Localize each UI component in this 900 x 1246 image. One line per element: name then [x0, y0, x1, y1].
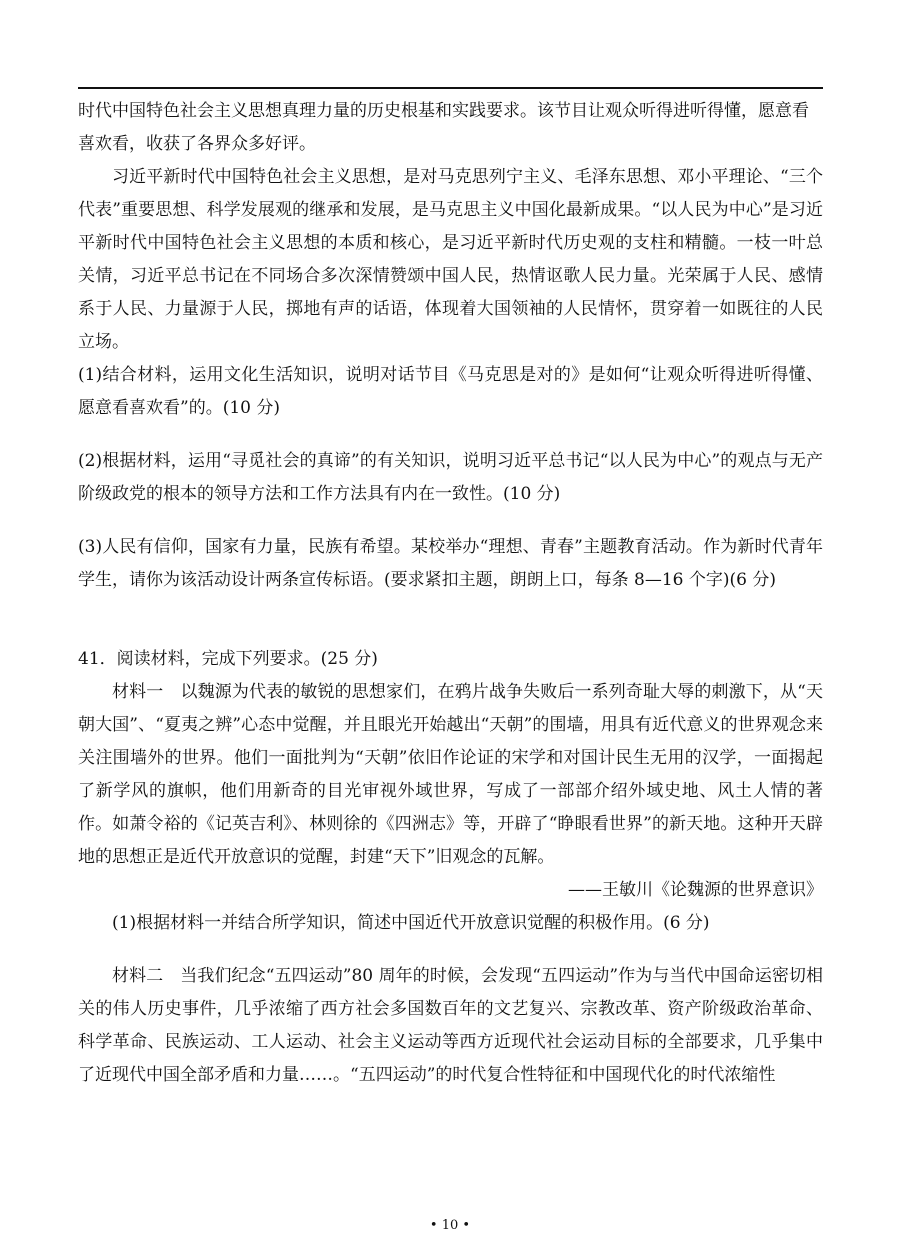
- question-40-1: (1)结合材料，运用文化生活知识，说明对话节目《马克思是对的》是如何“让观众听得进听得懂、愿意看喜欢看”的。(10 分): [78, 365, 823, 418]
- material-one-source: ——王敏川《论魏源的世界意识》: [568, 880, 823, 900]
- page-number: • 10 •: [429, 1218, 471, 1233]
- question-40-2: (2)根据材料，运用“寻觅社会的真谛”的有关知识，说明习近平总书记“以人民为中心”的观点与无产阶级政党的根本的领导方法和工作方法具有内在一致性。(10 分): [78, 451, 823, 504]
- page-content: [78, 95, 823, 1092]
- continuation-line-2: 喜欢看，收获了各界众多好评。: [78, 134, 316, 154]
- question-41-header: 41．阅读材料，完成下列要求。(25 分): [78, 649, 378, 669]
- question-40-3: (3)人民有信仰，国家有力量，民族有希望。某校举办“理想、青春”主题教育活动。作为新时代青年学生，请你为该活动设计两条宣传标语。(要求紧扣主题，朗朗上口，每条 8—16 个字)(6 分): [78, 537, 823, 590]
- question-41-1: (1)根据材料一并结合所学知识，简述中国近代开放意识觉醒的积极作用。(6 分): [112, 913, 710, 933]
- material-one: 材料一 以魏源为代表的敏锐的思想家们，在鸦片战争失败后一系列奇耻大辱的刺激下，从“天朝大国”、“夏夷之辨”心态中觉醒，并且眼光开始越出“天朝”的围墙，用具有近代意义的世界观念来关注围墙外的世界。他们一面批判为“天朝”依旧作论证的宋学和对国计民生无用的汉学，一面揭起了新学风的旗帜，他们用新奇的目光审视外域世界，写成了一部部介绍外域史地、风土人情的著作。如萧令裕的《记英吉利》、林则徐的《四洲志》等，开辟了“睁眼看世界”的新天地。这种开天辟地的思想正是近代开放意识的觉醒，封建“天下”旧观念的瓦解。: [78, 682, 823, 867]
- continuation-line-1: 时代中国特色社会主义思想真理力量的历史根基和实践要求。该节目让观众听得进听得懂，愿意看: [78, 101, 809, 121]
- paragraph-xi-thought: 习近平新时代中国特色社会主义思想，是对马克思列宁主义、毛泽东思想、邓小平理论、“三个代表”重要思想、科学发展观的继承和发展，是马克思主义中国化最新成果。“以人民为中心”是习近平新时代中国特色社会主义思想的本质和核心，是习近平新时代历史观的支柱和精髓。一枝一叶总关情，习近平总书记在不同场合多次深情赞颂中国人民，热情讴歌人民力量。光荣属于人民、感情系于人民、力量源于人民，掷地有声的话语，体现着大国领袖的人民情怀，贯穿着一如既往的人民立场。: [78, 167, 823, 352]
- header-rule: [78, 87, 823, 89]
- material-two: 材料二 当我们纪念“五四运动”80 周年的时候，会发现“五四运动”作为与当代中国命运密切相关的伟人历史事件，几乎浓缩了西方社会多国数百年的文艺复兴、宗教改革、资产阶级政治革命、科学革命、民族运动、工人运动、社会主义运动等西方近现代社会运动目标的全部要求，几乎集中了近现代中国全部矛盾和力量……。“五四运动”的时代复合性特征和中国现代化的时代浓缩性: [78, 966, 823, 1085]
